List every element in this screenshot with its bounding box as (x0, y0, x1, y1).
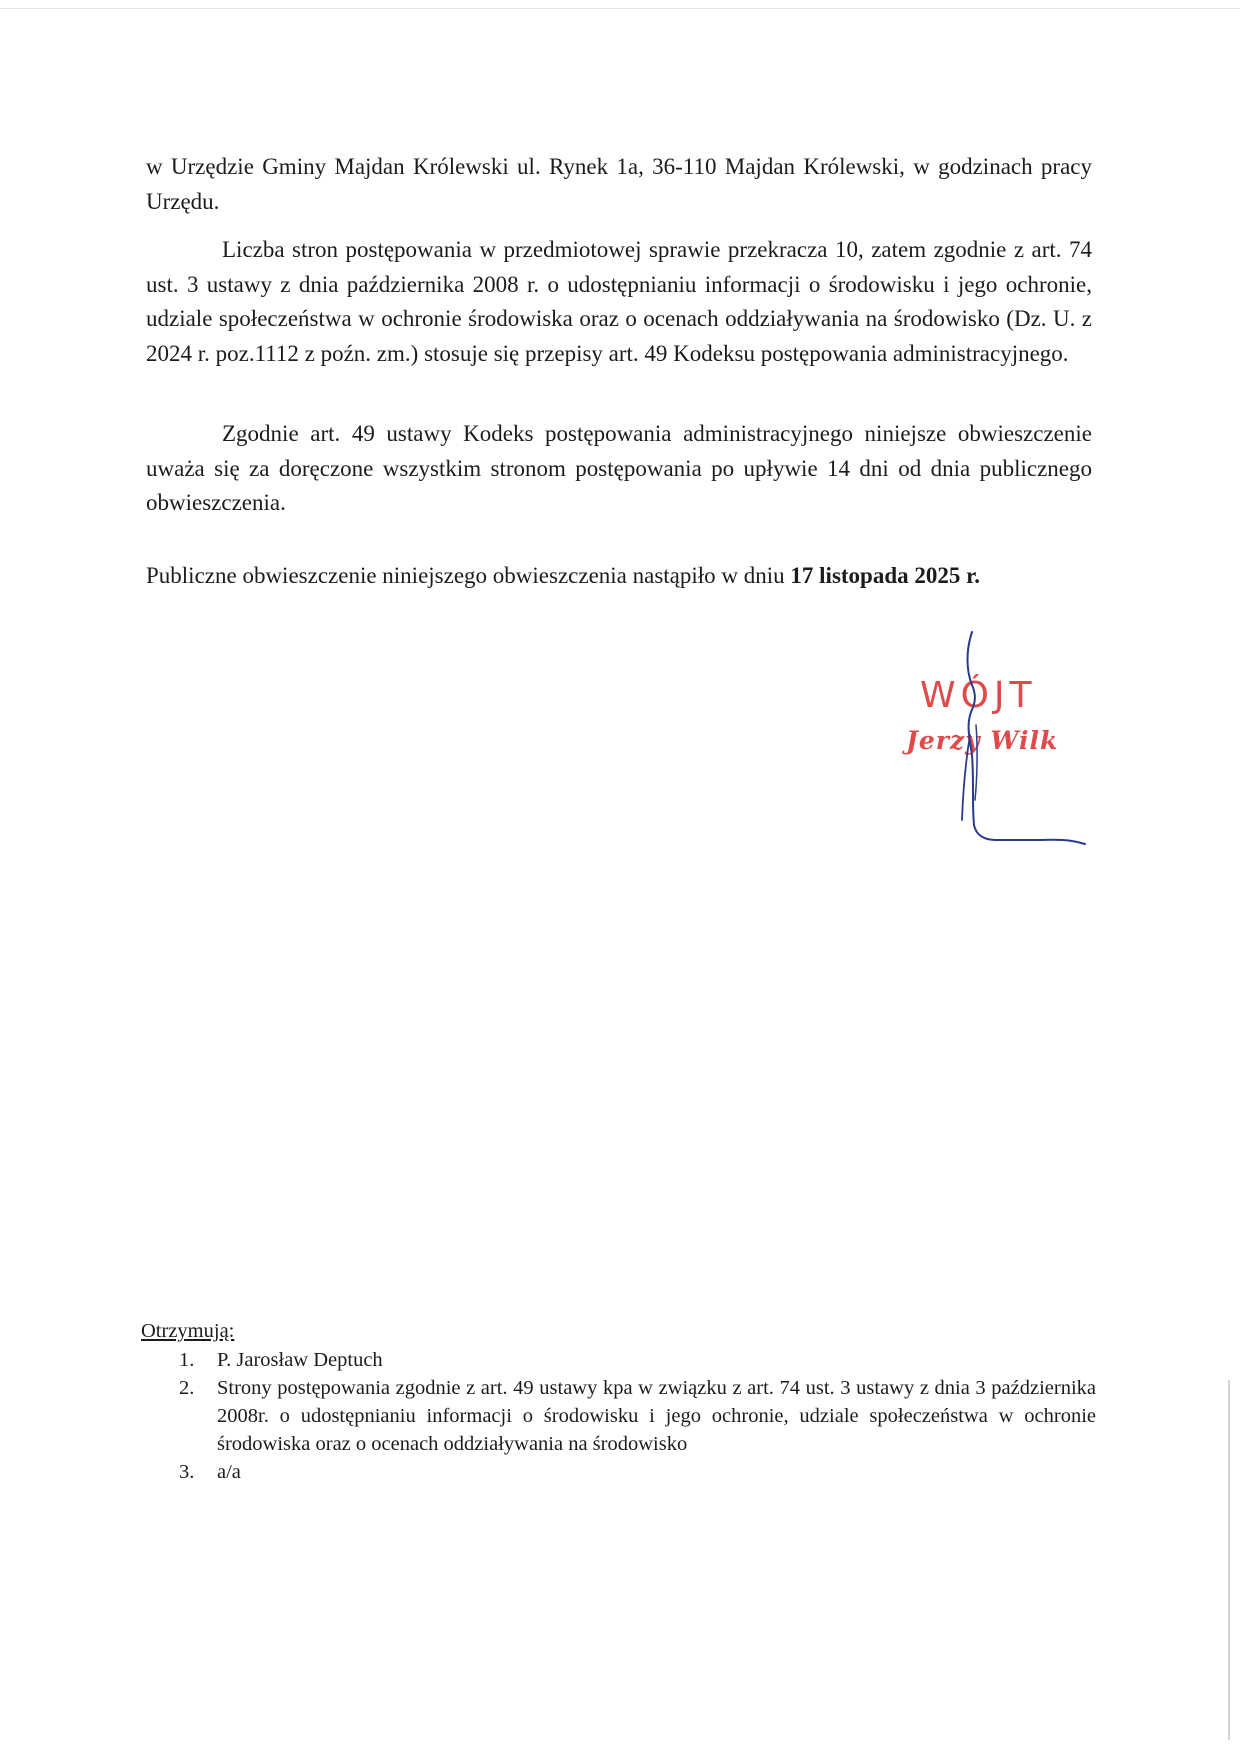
paragraph-parties-count: Liczba stron postępowania w przedmiotowej sprawie przekracza 10, zatem zgodnie z art. 74 ust. 3 ustawy z dnia października 2008 r. o udostępnianiu informacji o środowisku i jego ochronie, udziale społeczeństwa w ochronie środowiska oraz o ocenach oddziaływania na środowisko (Dz. U. z 2024 r. poz.1112 z poźn. zm.) stosuje się przepisy art. 49 Kodeksu postępowania administracyjnego. (146, 237, 1092, 366)
scan-edge-mark (1228, 1380, 1230, 1740)
paragraph-office-address: w Urzędzie Gminy Majdan Królewski ul. Rynek 1a, 36-110 Majdan Królewski, w godzinach pracy Urzędu. (146, 154, 1092, 214)
stamp-title: WÓJT (920, 675, 1037, 716)
publication-date-prefix: Publiczne obwieszczenie niniejszego obwieszczenia nastąpiło w dniu (146, 563, 791, 588)
handwritten-signature (900, 630, 1100, 860)
list-item (141, 1374, 1096, 1458)
list-item-text: a/a (217, 1461, 241, 1483)
list-item (141, 1346, 1096, 1374)
list-item-text: Strony postępowania zgodnie z art. 49 ustawy kpa w związku z art. 74 ust. 3 ustawy z dnia 3 października 2008r. o udostępnianiu informacji o środowisku i jego ochronie, udziale społeczeństwa w ochronie środowiska oraz o ocenach oddziaływania na środowisko (217, 1377, 1096, 1455)
list-item-number: 2. (179, 1377, 195, 1399)
paragraph-delivery-rule: Zgodnie art. 49 ustawy Kodeks postępowania administracyjnego niniejsze obwieszczenie uważa się za doręczone wszystkim stronom postępowania po upływie 14 dni od dnia publicznego obwieszczenia. (146, 421, 1092, 515)
list-item (141, 1458, 1096, 1486)
list-item-text: P. Jarosław Deptuch (217, 1349, 383, 1371)
list-item-number: 1. (179, 1349, 195, 1371)
recipients-title: Otrzymują: (141, 1320, 235, 1342)
stamp-name: Jerzy Wilk (906, 726, 1059, 755)
page-top-rule (0, 8, 1240, 9)
list-item-number: 3. (179, 1461, 195, 1483)
recipients-section (141, 1317, 1096, 1486)
signature-block (900, 630, 1100, 860)
paragraph-publication-date (146, 559, 1092, 594)
recipients-list (141, 1346, 1096, 1486)
publication-date: 17 listopada 2025 r. (790, 563, 980, 588)
